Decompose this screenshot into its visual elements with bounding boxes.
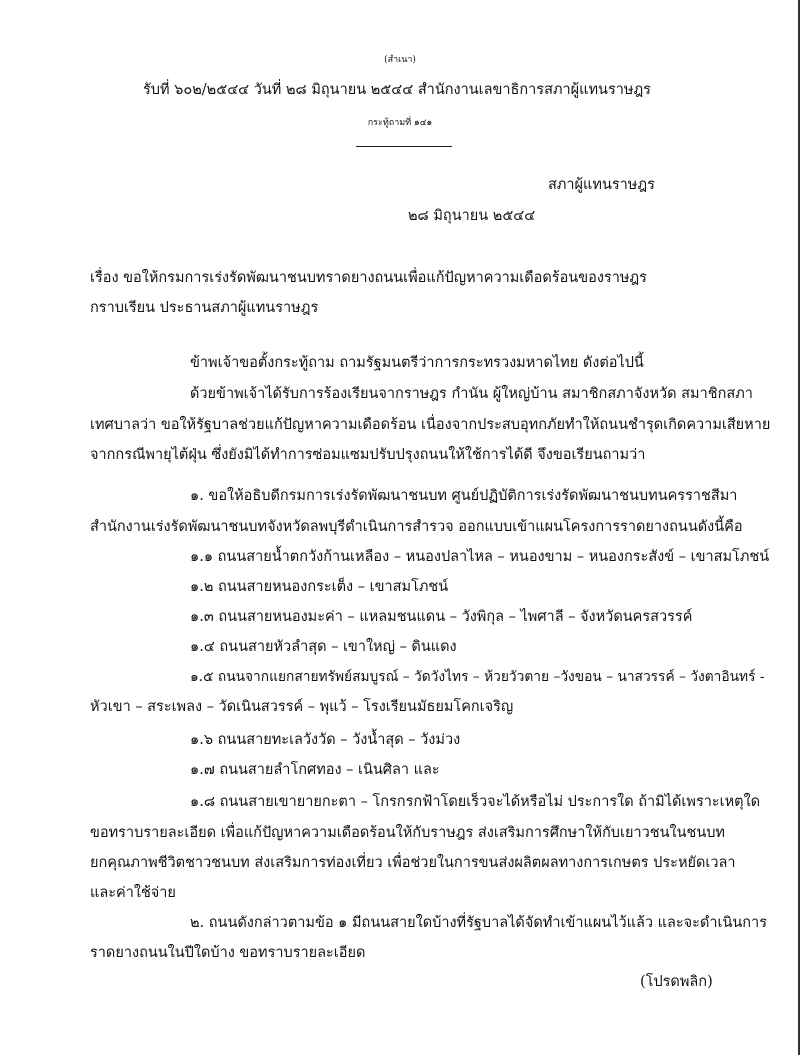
question1-line2: สำนักงานเร่งรัดพัฒนาชนบทจังหวัดลพบุรีดำเนินการสำรวจ ออกแบบเข้าแผนโครงการราดยางถนนดังนี้คือ <box>90 519 743 535</box>
question2-line1: ๒. ถนนดังกล่าวตามข้อ ๑ มีถนนสายใดบ้างที่รัฐบาลได้จัดทำเข้าแผนไว้แล้ว และจะดำเนินการ <box>190 915 767 931</box>
road-item-3: ๑.๓ ถนนสายหนองมะค่า – แหลมชนแดน – วังพิกุล – ไพศาลี – จังหวัดนครสวรรค์ <box>190 609 693 625</box>
turn-page-note: (โปรดพลิก) <box>640 974 713 990</box>
road-item-2: ๑.๒ ถนนสายหนองกระเต็ง – เขาสมโภชน์ <box>190 579 449 595</box>
subject-line: เรื่อง ขอให้กรมการเร่งรัดพัฒนาชนบทราดยางถนนเพื่อแก้ปัญหาความเดือดร้อนของราษฎร <box>90 270 647 286</box>
road-item-4: ๑.๔ ถนนสายหัวลำสุด – เขาใหญ่ – ดินแดง <box>190 639 457 655</box>
document-date: ๒๘ มิถุนายน ๒๕๔๔ <box>408 208 536 224</box>
para1-line3: จากกรณีพายุไต้ฝุ่น ซึ่งยังมิได้ทำการซ่อมแซมปรับปรุงถนนให้ใช้การได้ดี จึงขอเรียนถามว่า <box>90 447 646 463</box>
road-item-8-line4: และค่าใช้จ่าย <box>90 885 176 901</box>
copy-label: (สำเนา) <box>384 55 416 65</box>
road-item-1: ๑.๑ ถนนสายน้ำตกวังก้านเหลือง – หนองปลาไหล – หนองขาม – หนองกระสังข์ – เขาสมโภชน์ <box>190 549 770 565</box>
question1-line1: ๑. ขอให้อธิบดีกรมการเร่งรัดพัฒนาชนบท ศูนย์ปฏิบัติการเร่งรัดพัฒนาชนบทนครราชสีมา <box>190 488 738 504</box>
para1-line1: ด้วยข้าพเจ้าได้รับการร้องเรียนจากราษฎร กำนัน ผู้ใหญ่บ้าน สมาชิกสภาจังหวัด สมาชิกสภา <box>190 386 753 402</box>
road-item-6: ๑.๖ ถนนสายทะเลวังวัด – วังน้ำสุด – วังม่วง <box>190 732 461 748</box>
intro-paragraph: ข้าพเจ้าขอตั้งกระทู้ถาม ถามรัฐมนตรีว่าการกระทรวงมหาดไทย ดังต่อไปนี้ <box>190 355 644 371</box>
para1-line2: เทศบาลว่า ขอให้รัฐบาลช่วยแก้ปัญหาความเดือดร้อน เนื่องจากประสบอุทกภัยทำให้ถนนชำรุดเกิดความเสียหาย <box>90 417 771 433</box>
road-item-5-line2: หัวเขา – สระเพลง – วัดเนินสวรรค์ – พุแว้ – โรงเรียนมัธยมโคกเจริญ <box>90 699 514 715</box>
received-line: รับที่ ๖๐๒/๒๕๔๔ วันที่ ๒๘ มิถุนายน ๒๕๔๔ สำนักงานเลขาธิการสภาผู้แทนราษฎร <box>143 82 651 98</box>
header-divider <box>356 146 452 147</box>
road-item-8-line2: ขอทราบรายละเอียด เพื่อแก้ปัญหาความเดือดร้อนให้กับราษฎร ส่งเสริมการศึกษาให้กับเยาวชนในชนบท <box>90 825 725 841</box>
road-item-8-line3: ยกคุณภาพชีวิตชาวชนบท ส่งเสริมการท่องเที่ยว เพื่อช่วยในการขนส่งผลิตผลทางการเกษตร ประหยัดเวลา <box>90 855 736 871</box>
road-item-8-line1: ๑.๘ ถนนสายเขายายกะตา – โกรกรกฟ้าโดยเร็วจะได้หรือไม่ ประการใด ถ้ามิได้เพราะเหตุใด <box>190 794 761 810</box>
question2-line2: ราดยางถนนในปีใดบ้าง ขอทราบรายละเอียด <box>90 945 366 961</box>
sender-organization: สภาผู้แทนราษฎร <box>548 177 655 193</box>
question-number: กระทู้ถามที่ ๑๔๑ <box>367 118 433 128</box>
road-item-7: ๑.๗ ถนนสายลำโกศทอง – เนินศิลา และ <box>190 762 440 778</box>
salutation: กราบเรียน ประธานสภาผู้แทนราษฎร <box>90 300 319 316</box>
road-item-5-line1: ๑.๕ ถนนจากแยกสายทรัพย์สมบูรณ์ – วัดวังไทร – ห้วยวัวตาย –วังขอน – นาสวรรค์ – วังตาอินทร์ - <box>190 669 765 685</box>
